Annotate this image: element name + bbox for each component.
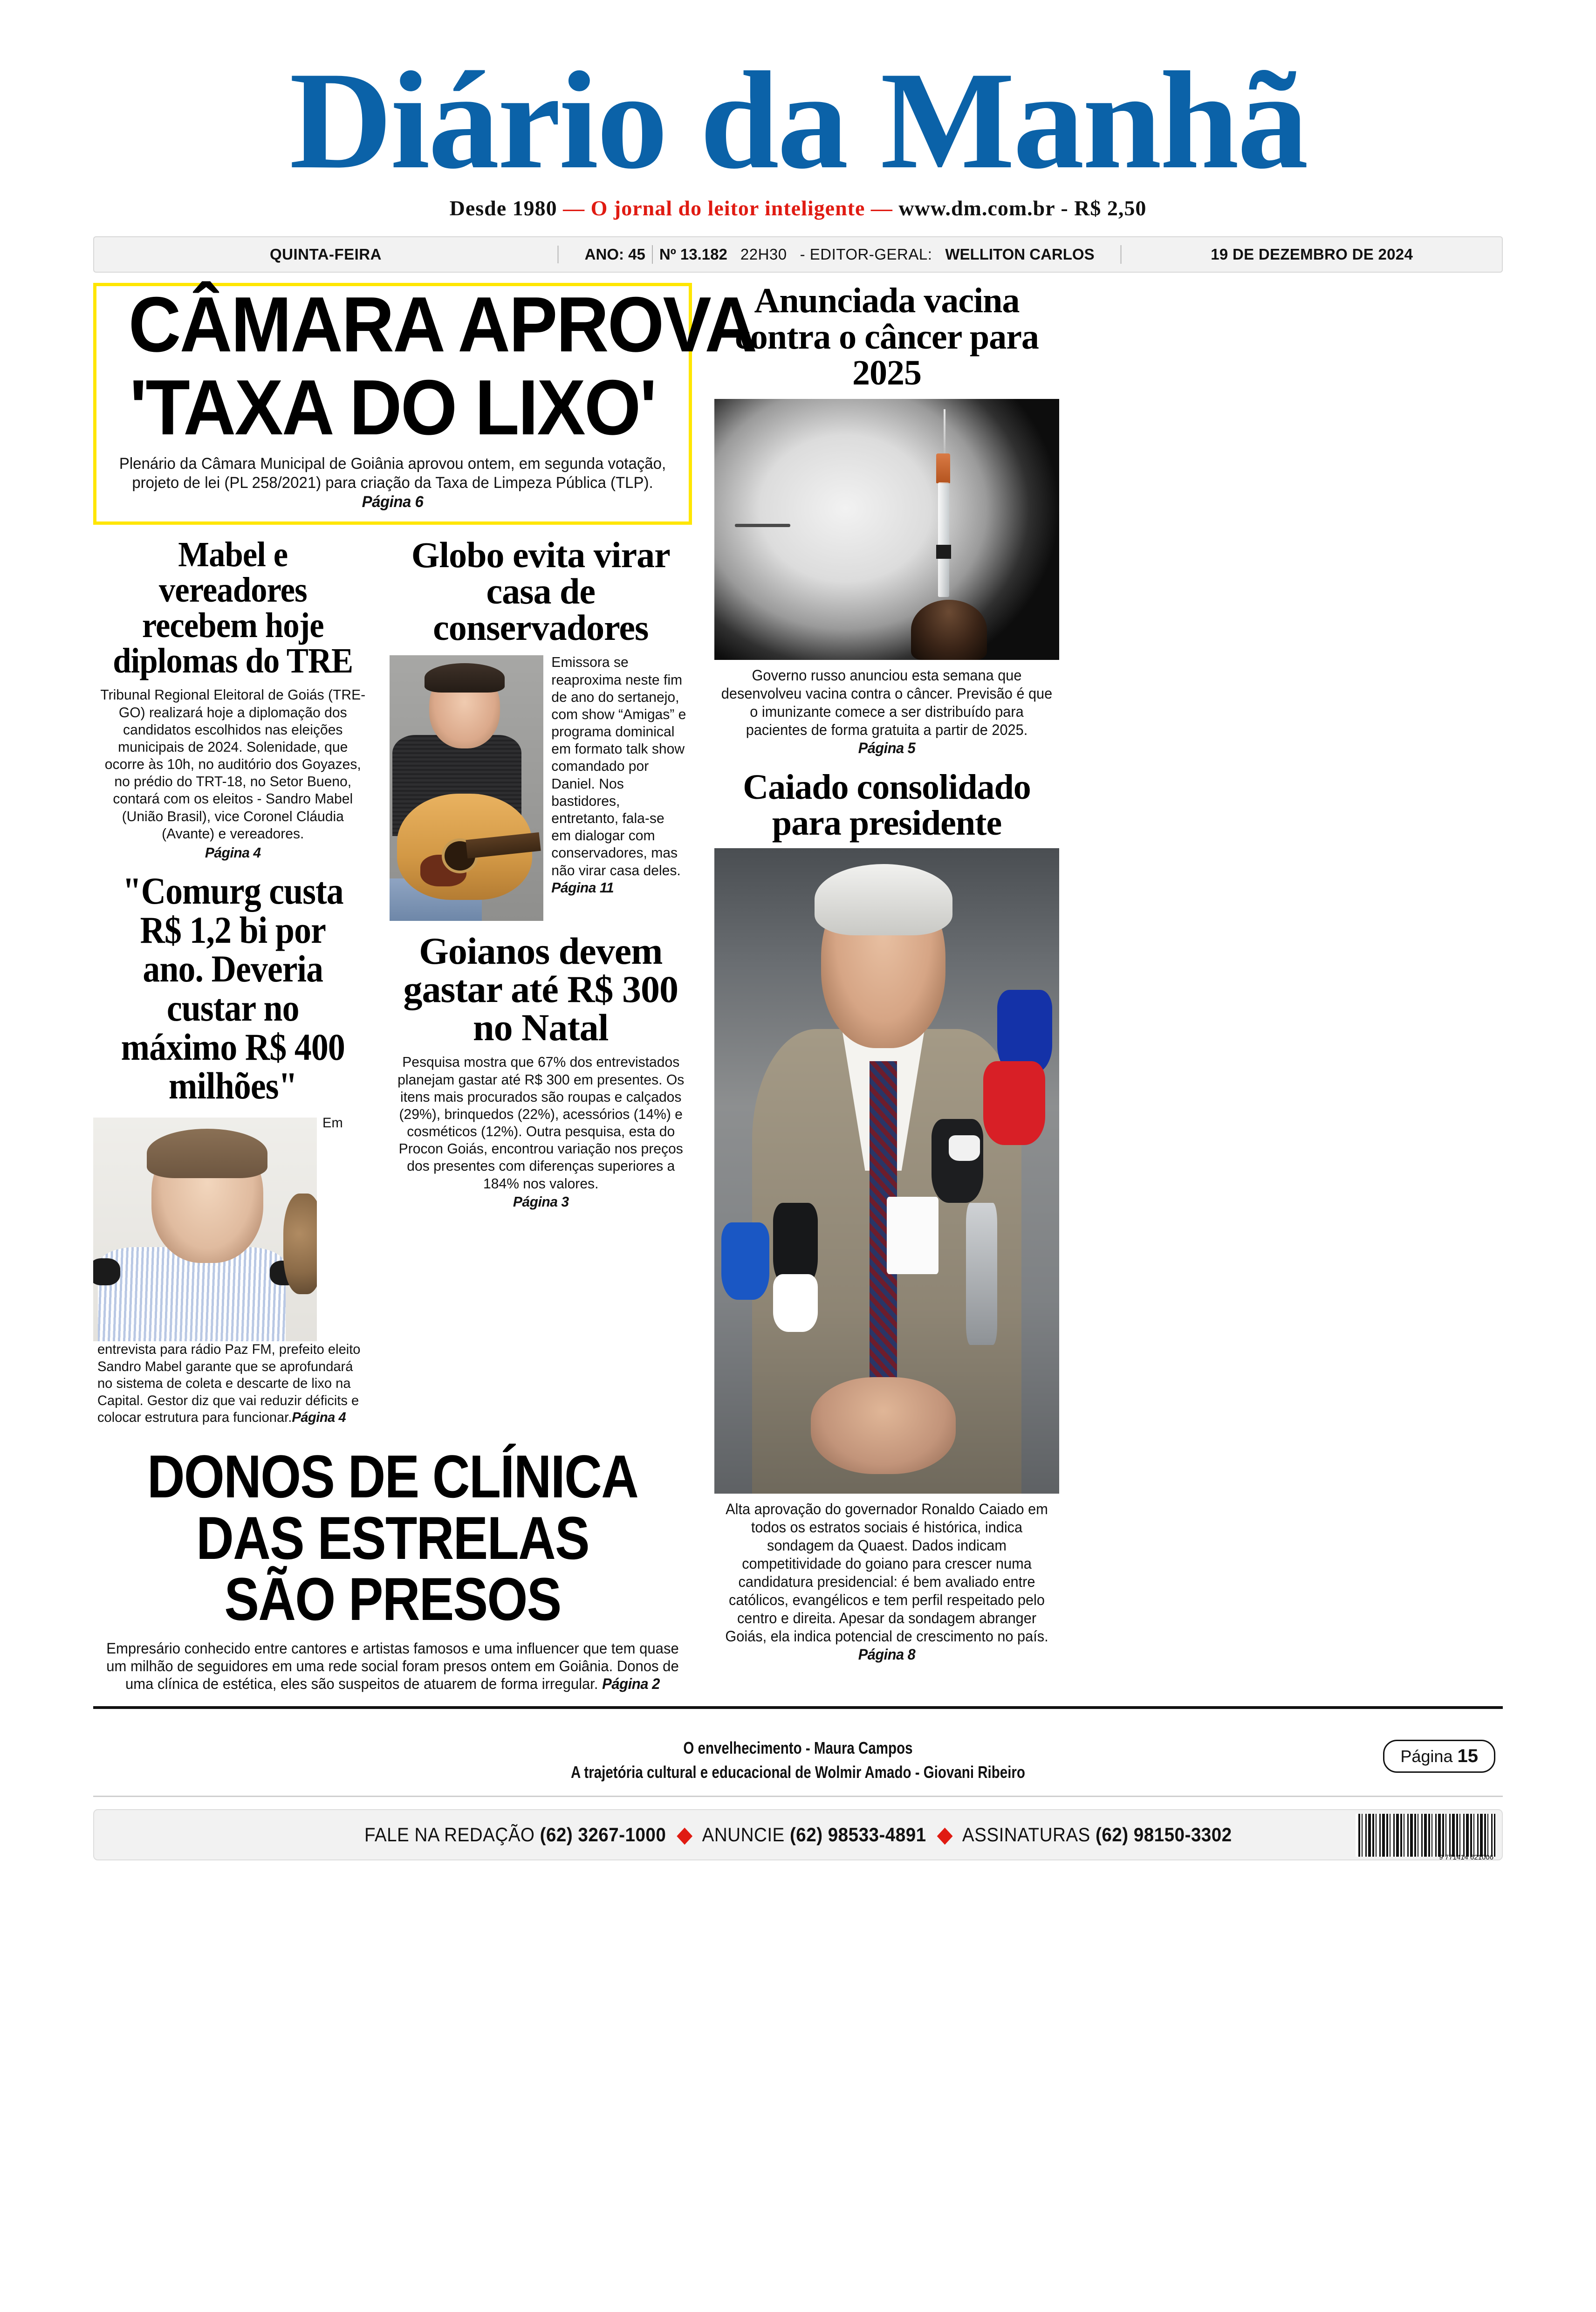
hero-summary xyxy=(117,454,668,511)
natal-page-wrap xyxy=(394,1193,687,1210)
contact-assinaturas-label: ASSINATURAS xyxy=(962,1823,1090,1845)
contact-anuncie-phone[interactable]: (62) 98533-4891 xyxy=(789,1823,926,1845)
opinion-section xyxy=(93,1728,1503,1793)
barcode-number: 9 771414 621006 xyxy=(1439,1853,1493,1861)
clinica-headline-line2: DAS ESTRELAS xyxy=(196,1503,589,1572)
opinion-page-label: Página xyxy=(1400,1746,1453,1766)
clinica-summary-wrap xyxy=(102,1640,683,1693)
contact-redacao-phone[interactable]: (62) 3267-1000 xyxy=(540,1823,666,1845)
caiado-caption: Alta aprovação do governador Ronaldo Caiado em todos os estratos sociais é histórica, indica sondagem da Quaest. Dados indicam competitividade do goiano para crescer numa candidatura presidencial: é bem avaliado entre católicos, evangélicos e tem perfil respeitado pelo centro e direita. Apesar da sondagem abranger Goiás, ela indica potencial de crescimento no país. xyxy=(725,1500,1048,1645)
clinica-summary: Empresário conhecido entre cantores e artistas famosos e uma influencer que tem quase um milhão de seguidores em uma rede social foram presos ontem em Goiânia. Donos de uma clínica de estética, eles são suspeitos de atuarem de forma irregular. xyxy=(106,1640,679,1693)
caiado-caption-wrap xyxy=(721,1500,1052,1664)
microphone-globo-logo-shape xyxy=(773,1274,818,1332)
hand-holding-syringe-shape xyxy=(911,600,987,660)
opinion-lines xyxy=(571,1736,1025,1784)
syringe-photo xyxy=(714,399,1059,660)
subcolumn-middle xyxy=(390,537,692,1427)
microphone-rbc-tbc-icon xyxy=(887,1197,938,1274)
syringe-hub-shape xyxy=(936,453,950,483)
syringe-barrel-shape xyxy=(938,482,949,597)
tagline-website-price: www.dm.com.br - R$ 2,50 xyxy=(898,196,1147,220)
globo-page-ref[interactable]: Página 11 xyxy=(551,879,614,896)
mabel-tre-body-wrap xyxy=(97,686,369,842)
globo-caption-wrap xyxy=(394,653,687,896)
hero-headline-line1: CÂMARA APROVA xyxy=(128,281,756,368)
info-issue-number: Nº 13.182 xyxy=(659,246,727,263)
clinica-headline-line3: SÃO PRESOS xyxy=(224,1565,561,1633)
comurg-caption: Em entrevista para rádio Paz FM, prefeito eleito Sandro Mabel garante que se aprofundará no sistema de coleta e descarte de lixo na Capital. Gestor diz que vai reduzir déficits e colocar estrutura para funcionar. xyxy=(97,1115,361,1426)
vacina-caption-wrap xyxy=(721,666,1052,757)
globo-caption: Emissora se reaproxima neste fim de ano do sertanejo, com show “Amigas” e programa dominical em formato talk show comandado por Daniel. Nos bastidores, entretanto, fala-se em dialogar com conservadores, mas não virar casa deles. xyxy=(551,654,686,878)
story-globo[interactable] xyxy=(390,537,692,921)
caiado-hands-shape xyxy=(811,1377,956,1474)
issue-info-bar xyxy=(93,236,1503,273)
contact-anuncie-label: ANUNCIE xyxy=(702,1823,785,1845)
vacina-page-ref[interactable]: Página 5 xyxy=(858,739,916,756)
opinion-page-badge[interactable] xyxy=(1383,1740,1495,1773)
caiado-page-ref[interactable]: Página 8 xyxy=(858,1646,916,1663)
caiado-headline: Caiado consolidado para presidente xyxy=(743,767,1031,843)
info-time: 22H30 xyxy=(740,246,787,263)
newspaper-title: Diário da Manhã xyxy=(289,43,1307,198)
tagline-since: Desde 1980 xyxy=(449,196,557,220)
caiado-hair-shape xyxy=(815,864,952,935)
opinion-line-2[interactable]: A trajetória cultural e educacional de Wolmir Amado - Giovani Ribeiro xyxy=(571,1762,1025,1782)
clinica-page-ref[interactable]: Página 2 xyxy=(602,1675,660,1693)
info-issue-group xyxy=(559,245,1122,264)
left-column xyxy=(93,281,756,1693)
masthead-tagline xyxy=(0,196,1596,220)
microphone-mais-goias-icon xyxy=(983,1061,1045,1145)
tagline-dash-right: — xyxy=(870,196,893,220)
clinica-headline-line1: DONOS DE CLÍNICA xyxy=(147,1442,638,1510)
vacina-headline: Anunciada vacina contra o câncer para 2025 xyxy=(735,281,1039,393)
microphone-rb3-icon xyxy=(721,1222,770,1300)
contact-assinaturas-phone[interactable]: (62) 98150-3302 xyxy=(1095,1823,1232,1845)
mabel-tre-page-wrap xyxy=(97,844,369,861)
contact-redacao-label: FALE NA REDAÇÃO xyxy=(364,1823,535,1845)
comurg-page-ref[interactable]: Página 4 xyxy=(292,1410,346,1426)
comurg-headline: "Comurg custa R$ 1,2 bi por ano. Deveria custar no máximo R$ 400 milhões" xyxy=(121,870,345,1107)
syringe-plunger-shape xyxy=(936,545,951,559)
mabel-tre-page-ref[interactable]: Página 4 xyxy=(205,844,261,861)
window-handle-shape xyxy=(735,524,790,527)
story-caiado[interactable] xyxy=(714,769,1059,1664)
vacina-caption: Governo russo anunciou esta semana que desenvolveu vacina contra o câncer. Previsão é que o imunizante comece a ser distribuído para pacientes de forma gratuita a partir de 2025. xyxy=(721,666,1053,738)
story-mabel-tre[interactable] xyxy=(93,537,373,861)
microphone-ng-icon xyxy=(932,1119,983,1203)
info-editor-name: WELLITON CARLOS xyxy=(945,246,1095,263)
subcolumn-left xyxy=(93,537,373,1427)
right-column xyxy=(714,283,1059,1693)
tagline-dash-left: — xyxy=(563,196,585,220)
story-comurg[interactable] xyxy=(93,871,373,1427)
natal-headline: Goianos devem gastar até R$ 300 no Natal xyxy=(403,930,678,1049)
opinion-line-1[interactable]: O envelhecimento - Maura Campos xyxy=(683,1738,913,1757)
natal-page-ref[interactable]: Página 3 xyxy=(513,1193,569,1210)
masthead xyxy=(0,0,1596,220)
barcode-icon xyxy=(1356,1814,1495,1857)
story-vacina[interactable] xyxy=(714,283,1059,757)
opinion-page-number: 15 xyxy=(1457,1745,1478,1766)
hero-summary-text: Plenário da Câmara Municipal de Goiânia aprovou ontem, em segunda votação, projeto de lei (PL 258/2021) para criação da Taxa de Limpeza Pública (TLP). xyxy=(119,454,666,492)
secondary-stories-row xyxy=(93,537,692,1427)
footer-top-rule xyxy=(93,1706,1503,1709)
info-date: 19 DE DEZEMBRO DE 2024 xyxy=(1211,246,1413,263)
contact-bar xyxy=(93,1809,1503,1860)
natal-body: Pesquisa mostra que 67% dos entrevistados planejam gastar até R$ 300 em presentes. Os itens mais procurados são roupas e calçados (29%), brinquedos (22%), acessórios (14%) e cosméticos (12%). Outra pesquisa, esta do Procon Goiás, encontrou variação nos preços dos presentes com diferenças superiores a 184% nos valores. xyxy=(397,1054,684,1192)
globo-headline: Globo evita virar casa de conservadores xyxy=(411,535,670,648)
hero-headline-line2: 'TAXA DO LIXO' xyxy=(130,364,656,452)
info-editor-label: - EDITOR-GERAL: xyxy=(800,246,932,263)
microphone-ng-label-shape xyxy=(949,1135,980,1161)
comurg-caption-wrap xyxy=(97,1115,369,1427)
contact-text xyxy=(364,1824,1232,1846)
info-weekday: QUINTA-FEIRA xyxy=(94,246,559,263)
natal-body-wrap xyxy=(394,1053,687,1192)
diamond-separator-1-icon xyxy=(677,1827,692,1845)
mabel-tre-headline: Mabel e vereadores recebem hoje diplomas do TRE xyxy=(113,535,353,681)
front-page-grid xyxy=(93,283,1503,1693)
story-natal[interactable] xyxy=(390,932,692,1210)
tagline-slogan: O jornal do leitor inteligente xyxy=(590,196,865,220)
footer-thin-rule xyxy=(93,1796,1503,1797)
syringe-needle-shape xyxy=(944,409,945,456)
hero-page-ref[interactable]: Página 6 xyxy=(362,493,424,511)
caiado-press-photo xyxy=(714,848,1059,1494)
microphone-silver-icon xyxy=(966,1203,997,1345)
story-clinica[interactable] xyxy=(93,1442,692,1693)
diamond-separator-2-icon xyxy=(937,1827,952,1845)
hero-story-taxa-lixo[interactable] xyxy=(93,281,756,525)
info-year: ANO: 45 xyxy=(584,246,645,263)
mabel-tre-body: Tribunal Regional Eleitoral de Goiás (TRE-GO) realizará hoje a diplomação dos candidatos escolhidos nas eleições municipais de 2024. Solenidade, que ocorre às 10h, no auditório dos Goyazes, no prédio do TRT-18, no Setor Bueno, contará com os eleitos - Sandro Mabel (União Brasil), vice Coronel Cláudia (Avante) e vereadores. xyxy=(100,686,366,842)
